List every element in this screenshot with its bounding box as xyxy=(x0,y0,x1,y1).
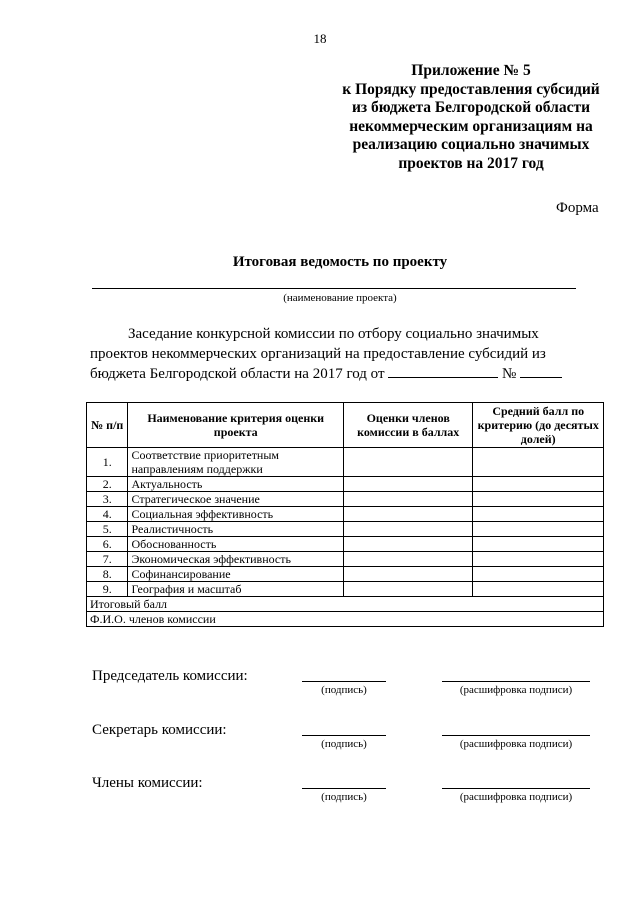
page-number: 18 xyxy=(313,31,327,46)
score-cell[interactable] xyxy=(343,492,473,507)
header-criterion: Наименование критерия оценки проекта xyxy=(128,403,344,448)
intro-line: бюджета Белгородской области на 2017 год от xyxy=(90,366,385,382)
members-sign-label: Члены комиссии: xyxy=(92,775,203,791)
average-cell[interactable] xyxy=(473,552,604,567)
secretary-label: Секретарь комиссии: xyxy=(92,722,227,738)
members-sign-caption: (подпись) xyxy=(321,791,367,803)
appendix-line: к Порядку предоставления субсидий xyxy=(342,80,600,98)
table-row xyxy=(87,507,604,522)
project-name-caption: (наименование проекта) xyxy=(283,292,397,304)
chairman-decode-caption: (расшифровка подписи) xyxy=(459,684,573,696)
row-number: 9. xyxy=(87,582,128,597)
appendix-line: проектов на 2017 год xyxy=(398,154,544,172)
table-row xyxy=(87,537,604,552)
table-row xyxy=(87,477,604,492)
average-cell[interactable] xyxy=(473,448,604,477)
table-header-row xyxy=(87,403,604,448)
average-cell[interactable] xyxy=(473,567,604,582)
appendix-line: из бюджета Белгородской области xyxy=(351,99,591,116)
appendix-line: реализацию социально значимых xyxy=(352,136,590,153)
members-decode-caption: (расшифровка подписи) xyxy=(459,791,573,803)
row-number: 5. xyxy=(87,522,128,537)
chairman-label: Председатель комиссии: xyxy=(92,668,248,684)
number-blank xyxy=(520,365,562,378)
secretary-decode-caption: (расшифровка подписи) xyxy=(459,738,573,750)
row-number: 3. xyxy=(87,492,128,507)
appendix-line: некоммерческим организациям на xyxy=(349,117,593,135)
average-cell[interactable] xyxy=(473,537,604,552)
total-row xyxy=(87,597,604,612)
score-cell[interactable] xyxy=(343,552,473,567)
secretary-sign-caption: (подпись) xyxy=(321,738,367,750)
members-row xyxy=(87,612,604,627)
header-num: № п/п xyxy=(87,403,128,448)
table-row xyxy=(87,567,604,582)
row-criterion: Софинансирование xyxy=(128,567,344,582)
project-name-line xyxy=(92,288,576,289)
score-cell[interactable] xyxy=(343,522,473,537)
row-number: 2. xyxy=(87,477,128,492)
appendix-heading xyxy=(330,62,612,173)
average-cell[interactable] xyxy=(473,507,604,522)
document-title: Итоговая ведомость по проекту xyxy=(232,254,448,270)
intro-line-date xyxy=(90,364,600,384)
chairman-decode-line xyxy=(442,681,590,682)
row-criterion: Соответствие приоритетным направлениям поддержки xyxy=(128,448,344,477)
row-criterion: Экономическая эффективность xyxy=(128,552,344,567)
table-row xyxy=(87,448,604,477)
row-criterion: Актуальность xyxy=(128,477,344,492)
header-scores: Оценки членов комиссии в баллах xyxy=(343,403,473,448)
form-label: Форма xyxy=(556,200,599,216)
score-cell[interactable] xyxy=(343,507,473,522)
secretary-sign-line xyxy=(302,735,386,736)
row-criterion: Обоснованность xyxy=(128,537,344,552)
row-number: 6. xyxy=(87,537,128,552)
number-sign: № xyxy=(502,366,517,382)
appendix-line: Приложение № 5 xyxy=(411,62,531,79)
average-cell[interactable] xyxy=(473,582,604,597)
score-cell[interactable] xyxy=(343,567,473,582)
intro-paragraph xyxy=(90,324,600,384)
average-cell[interactable] xyxy=(473,492,604,507)
table-row xyxy=(87,522,604,537)
intro-line: проектов некоммерческих организаций на предоставление субсидий из xyxy=(90,346,546,362)
chairman-sign-line xyxy=(302,681,386,682)
row-number: 4. xyxy=(87,507,128,522)
score-cell[interactable] xyxy=(343,582,473,597)
row-criterion: Стратегическое значение xyxy=(128,492,344,507)
row-number: 7. xyxy=(87,552,128,567)
members-sign-line xyxy=(302,788,386,789)
score-cell[interactable] xyxy=(343,537,473,552)
score-cell[interactable] xyxy=(343,477,473,492)
header-average: Средний балл по критерию (до десятых долей) xyxy=(473,403,604,448)
row-number: 8. xyxy=(87,567,128,582)
table-row xyxy=(87,492,604,507)
total-label: Итоговый балл xyxy=(87,597,604,612)
average-cell[interactable] xyxy=(473,522,604,537)
secretary-decode-line xyxy=(442,735,590,736)
date-blank xyxy=(388,365,498,378)
intro-line: Заседание конкурсной комиссии по отбору социально значимых xyxy=(128,326,539,342)
members-label: Ф.И.О. членов комиссии xyxy=(87,612,604,627)
table-row xyxy=(87,582,604,597)
table-row xyxy=(87,552,604,567)
row-criterion: География и масштаб xyxy=(128,582,344,597)
row-criterion: Реалистичность xyxy=(128,522,344,537)
row-number: 1. xyxy=(87,448,128,477)
chairman-sign-caption: (подпись) xyxy=(321,684,367,696)
score-cell[interactable] xyxy=(343,448,473,477)
members-decode-line xyxy=(442,788,590,789)
row-criterion: Социальная эффективность xyxy=(128,507,344,522)
criteria-table xyxy=(86,402,604,627)
average-cell[interactable] xyxy=(473,477,604,492)
